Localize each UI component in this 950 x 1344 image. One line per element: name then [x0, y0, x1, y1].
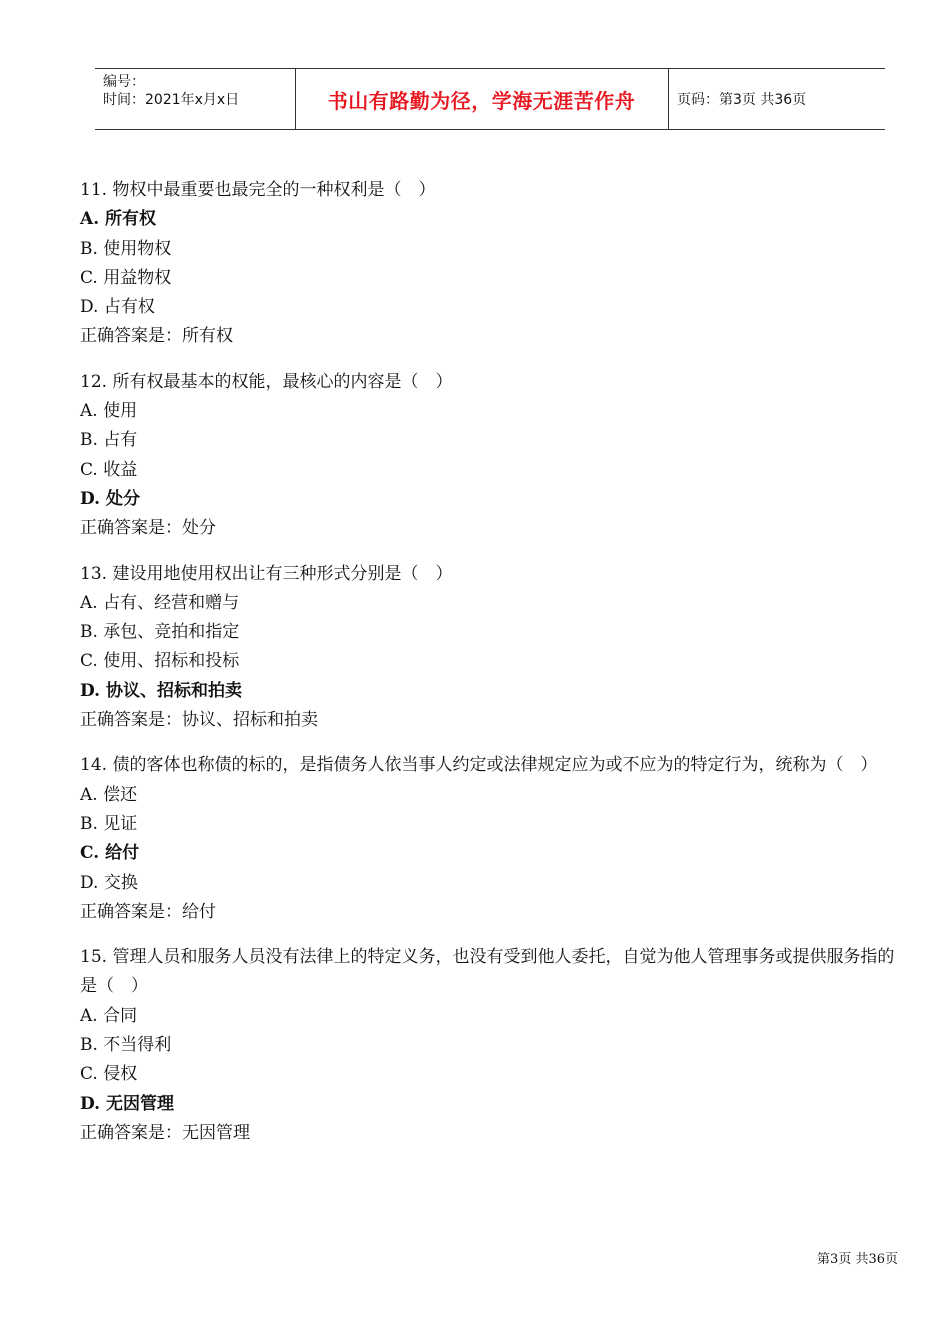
answer-option: B. 占有 [80, 430, 138, 451]
question-stem: 11. 物权中最重要也最完全的一种权利是（ ） [80, 180, 436, 200]
question-stem: 13. 建设用地使用权出让有三种形式分别是（ ） [80, 563, 453, 584]
answer-option: B. 见证 [80, 813, 138, 834]
answer-option: C. 侵权 [80, 1064, 138, 1085]
answer-option: B. 使用物权 [80, 238, 172, 259]
answer-option: D. 占有权 [80, 297, 155, 318]
answer-option: C. 使用、招标和投标 [80, 651, 240, 672]
question-block [80, 751, 905, 927]
document-header [95, 68, 885, 130]
header-meta-cell [95, 69, 296, 129]
page-footer: 第3页 共36页 [817, 1252, 898, 1267]
answer-option: C. 收益 [80, 459, 138, 480]
answer-option: A. 使用 [80, 401, 138, 422]
answer-option: A. 占有、经营和赠与 [80, 592, 240, 613]
correct-answer-line: 正确答案是：所有权 [80, 326, 233, 347]
header-motto-cell [295, 69, 669, 129]
answer-option: B. 承包、竞拍和指定 [80, 622, 240, 643]
answer-option: C. 用益物权 [80, 267, 172, 288]
motto-text: 书山有路勤为径，学海无涯苦作舟 [327, 88, 636, 113]
question-block [80, 943, 905, 1148]
correct-option: C. 给付 [80, 843, 140, 864]
question-block [80, 368, 905, 544]
question-list [80, 176, 905, 1164]
question-stem: 14. 债的客体也称债的标的，是指债务人依当事人约定或法律规定应为或不应为的特定行为，统称为（ ） [80, 755, 878, 776]
question-block [80, 560, 905, 736]
correct-answer-line: 正确答案是：给付 [80, 901, 216, 922]
correct-option: D. 无因管理 [80, 1093, 174, 1114]
answer-option: A. 合同 [80, 1005, 138, 1026]
header-page-cell [669, 69, 885, 129]
time-label: 时间：2021年x月x日 [103, 92, 240, 108]
correct-answer-line: 正确答案是：处分 [80, 518, 216, 539]
correct-answer-line: 正确答案是：无因管理 [80, 1122, 250, 1143]
answer-option: A. 偿还 [80, 784, 138, 805]
question-stem: 15. 管理人员和服务人员没有法律上的特定义务，也没有受到他人委托，自觉为他人管理事务或提供服务指的是（ ） [80, 947, 895, 997]
page-code: 页码：第3页 共36页 [677, 92, 807, 108]
correct-option: D. 协议、招标和拍卖 [80, 680, 242, 701]
correct-option: D. 处分 [80, 488, 140, 509]
question-block [80, 176, 905, 352]
answer-option: D. 交换 [80, 872, 138, 893]
serial-label: 编号： [103, 74, 145, 90]
correct-option: A. 所有权 [80, 209, 157, 230]
correct-answer-line: 正确答案是：协议、招标和拍卖 [80, 710, 318, 731]
answer-option: B. 不当得利 [80, 1035, 172, 1056]
question-stem: 12. 所有权最基本的权能，最核心的内容是（ ） [80, 371, 453, 392]
